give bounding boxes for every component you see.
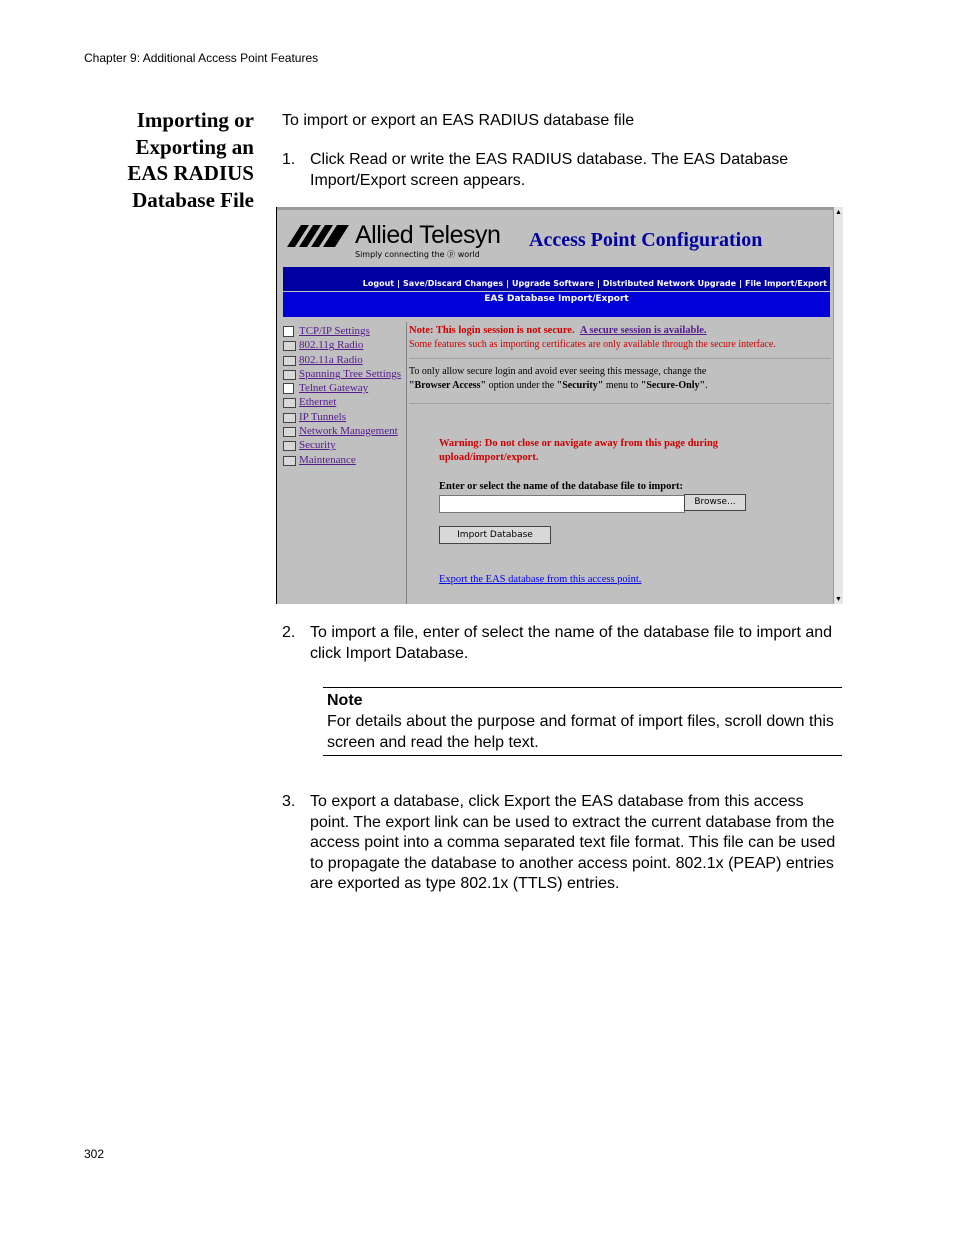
sidebar-item-tcpip-settings[interactable] <box>283 324 405 338</box>
nav-distributed-upgrade-link[interactable]: Distributed Network Upgrade <box>602 279 737 288</box>
sidebar-item-label: Security <box>299 439 336 452</box>
sidebar-item-maintenance[interactable] <box>283 453 405 467</box>
nav-save-discard-link[interactable]: Save/Discard Changes <box>403 279 504 288</box>
folder-icon <box>283 398 296 408</box>
intro-text: To import or export an EAS RADIUS database file <box>282 112 635 129</box>
sidebar-item-ip-tunnels[interactable] <box>283 410 405 424</box>
file-select-label: Enter or select the name of the database file to import: <box>439 481 683 492</box>
browser-access-label: "Browser Access" <box>409 380 487 391</box>
divider <box>409 403 831 404</box>
note-heading: Note <box>327 692 363 709</box>
eas-import-export-screenshot <box>276 207 843 604</box>
warning-text: Warning: Do not close or navigate away from this page during upload/import/export. <box>439 438 719 463</box>
document-icon <box>283 383 294 394</box>
page-number: 302 <box>84 1147 105 1161</box>
sidebar-item-label: TCP/IP Settings <box>299 325 370 337</box>
sidebar-item-80211a-radio[interactable] <box>283 353 405 367</box>
sidebar-item-label: Telnet Gateway <box>299 382 369 395</box>
step-number: 2. <box>282 624 296 641</box>
logo-tagline: Simply connecting the ⓟ world <box>355 250 480 259</box>
secure-only-line: To only allow secure login and avoid ever seeing this message, change the <box>409 366 707 377</box>
main-content <box>409 324 831 585</box>
secure-session-link[interactable]: A secure session is available. <box>579 325 707 336</box>
sidebar-item-label: Spanning Tree Settings <box>299 367 402 380</box>
nav-bar-top <box>283 267 830 277</box>
folder-icon <box>283 341 296 351</box>
vertical-scrollbar[interactable] <box>833 207 843 604</box>
step-text: Click Read or write the EAS RADIUS database. The EAS Database Import/Export screen appears. <box>310 151 789 189</box>
allied-telesyn-logo-mark-icon <box>287 225 349 247</box>
database-file-input[interactable] <box>439 495 685 513</box>
sidebar-item-network-management[interactable] <box>283 424 405 438</box>
nav-links <box>283 277 830 291</box>
sidebar-item-label: Maintenance <box>299 453 356 466</box>
sidebar-item-80211g-radio[interactable] <box>283 338 405 352</box>
nav-logout-link[interactable]: Logout <box>362 279 395 288</box>
sidebar-item-security[interactable] <box>283 438 405 452</box>
export-database-link[interactable]: Export the EAS database from this access point. <box>439 574 642 585</box>
text-fragment: . <box>705 380 708 391</box>
folder-icon <box>283 370 296 380</box>
folder-icon <box>283 441 296 451</box>
sidebar-item-spanning-tree[interactable] <box>283 367 405 381</box>
nav-separator: | <box>596 279 600 288</box>
step-number: 1. <box>282 151 296 168</box>
scroll-down-icon[interactable]: ▼ <box>835 595 842 603</box>
folder-icon <box>283 413 296 423</box>
running-header: Chapter 9: Additional Access Point Features <box>84 51 319 65</box>
nav-upgrade-software-link[interactable]: Upgrade Software <box>512 279 594 288</box>
sidebar-menu <box>283 324 405 467</box>
nav-file-import-export-link[interactable]: File Import/Export <box>744 279 827 288</box>
browse-button[interactable]: Browse... <box>684 494 746 511</box>
sidebar-item-label: 802.11a Radio <box>299 353 363 366</box>
note-body: For details about the purpose and format of import files, scroll down this screen and read the help text. <box>327 713 834 751</box>
app-title: Access Point Configuration <box>529 229 763 251</box>
nav-separator: | <box>506 279 510 288</box>
security-menu-label: "Security" <box>556 380 604 391</box>
secure-only-label: "Secure-Only" <box>640 380 706 391</box>
section-heading-line: Database File <box>132 187 254 212</box>
folder-icon <box>283 427 296 437</box>
sidebar-item-label: Ethernet <box>299 396 337 409</box>
section-heading-line: Exporting an <box>135 134 254 159</box>
divider <box>409 358 831 359</box>
logo-text: Allied Telesyn <box>355 221 501 249</box>
step-text: To export a database, click Export the EAS database from this access point. The export link can be used to extract the current database from the access point into a comma separated text file format. This file can be used to propagate the database to another access point. 802.1x (PEAP) entries are exported as type 802.1x (TTLS) entries. <box>310 793 836 892</box>
section-heading <box>100 107 254 213</box>
text-fragment: menu to <box>603 380 641 391</box>
sidebar-item-label: 802.11g Radio <box>299 339 364 352</box>
secure-only-instructions <box>409 365 831 393</box>
folder-icon <box>283 456 296 466</box>
nav-separator: | <box>739 279 742 288</box>
sidebar-item-label: IP Tunnels <box>299 410 346 423</box>
scroll-up-icon[interactable]: ▲ <box>835 208 842 216</box>
window-top-edge <box>277 207 843 210</box>
secure-only-line <box>409 379 831 393</box>
folder-icon <box>283 356 296 366</box>
sidebar-divider <box>406 322 407 604</box>
import-database-button[interactable]: Import Database <box>439 526 551 544</box>
security-note-detail: Some features such as importing certificates are only available through the secure interface. <box>409 339 776 350</box>
sidebar-item-label: Network Management <box>299 425 398 438</box>
sidebar-item-telnet-gateway[interactable] <box>283 381 405 395</box>
security-note-bold: Note: This login session is not secure. <box>409 325 575 336</box>
document-icon <box>283 326 294 337</box>
section-heading-line: Importing or <box>136 108 254 132</box>
text-fragment: option under the <box>486 380 557 391</box>
section-heading-line: EAS RADIUS <box>127 161 254 185</box>
nav-separator: | <box>397 279 401 288</box>
step-text: To import a file, enter of select the name of the database file to import and click Import Database. <box>310 624 833 662</box>
page-subtitle: EAS Database Import/Export <box>283 292 830 317</box>
security-note <box>409 324 831 338</box>
sidebar-item-ethernet[interactable] <box>283 395 405 409</box>
note-box <box>323 687 842 756</box>
step-number: 3. <box>282 793 296 810</box>
